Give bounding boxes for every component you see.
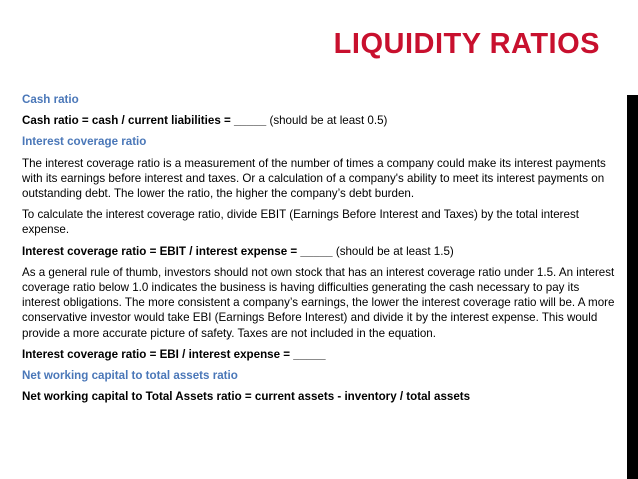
nwc-heading: Net working capital to total assets ratio <box>22 369 238 383</box>
slide-title: LIQUIDITY RATIOS <box>333 28 600 60</box>
icr-note: (should be at least 1.5) <box>332 244 454 258</box>
icr-definition: The interest coverage ratio is a measurement of the number of times a company could make its interest payments with its earnings before interest and taxes. Or a calculation of a company's ability to meet its interest payments on outstanding debt. The lower the ratio, the higher the company’s debt burden. <box>22 156 606 201</box>
cash-ratio-note: (should be at least 0.5) <box>266 114 388 128</box>
right-side-bar <box>627 95 638 479</box>
cash-ratio-formula: Cash ratio = cash / current liabilities = _____ <box>22 114 267 128</box>
icr-formula: Interest coverage ratio = EBIT / interest expense = _____ <box>22 244 333 258</box>
icr-formula-line <box>22 244 620 259</box>
icr-calculation: To calculate the interest coverage ratio, divide EBIT (Earnings Before Interest and Taxes) by the total interest expense. <box>22 208 580 237</box>
icr-heading: Interest coverage ratio <box>22 135 147 149</box>
cash-ratio-formula-line <box>22 113 620 128</box>
ebi-formula: Interest coverage ratio = EBI / interest expense = _____ <box>22 347 326 361</box>
cash-ratio-heading: Cash ratio <box>22 93 79 106</box>
slide-content <box>22 92 620 410</box>
icr-rule-of-thumb: As a general rule of thumb, investors should not own stock that has an interest coverage ratio under 1.5. An interest coverage ratio below 1.0 indicates the business is having difficulties generating the cash necessary to pay its interest obligations. The more consistent a company’s earnings, the lower the interest coverage ratio will be. A more conservative investor would take EBI (Earnings Before Interest) and divide it by the interest expense. This would provide a more accurate picture of safety. Taxes are not included in the equation. <box>22 265 615 340</box>
nwc-formula: Net working capital to Total Assets ratio = current assets - inventory / total assets <box>22 390 471 404</box>
